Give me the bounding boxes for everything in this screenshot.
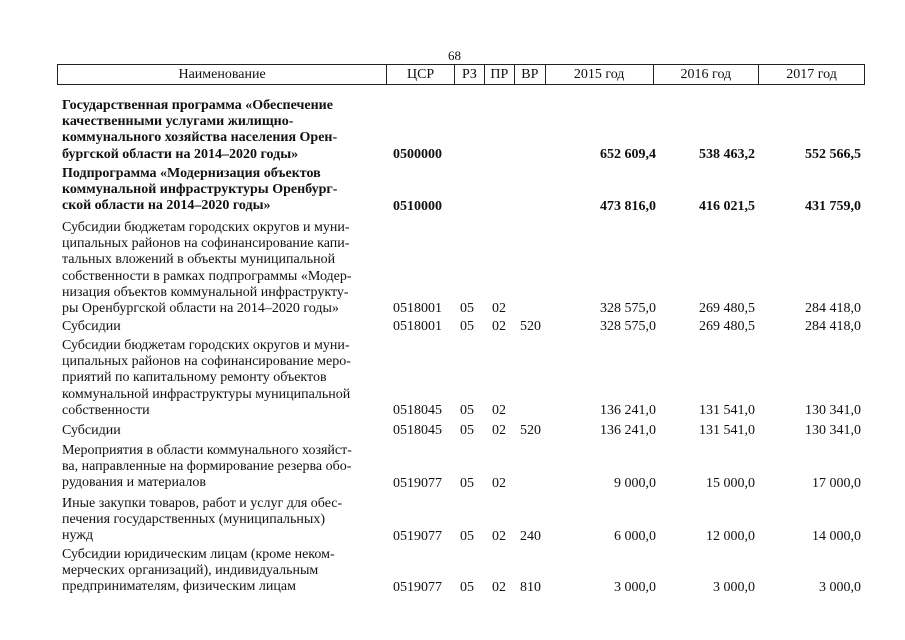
row-2016: 131 541,0 [699, 422, 755, 438]
row-2016: 3 000,0 [713, 579, 755, 595]
row-rz: 05 [460, 528, 474, 544]
table-row [0, 220, 905, 317]
header-csr: ЦСР [386, 65, 454, 84]
row-2017: 284 418,0 [805, 318, 861, 334]
row-2016: 12 000,0 [706, 528, 755, 544]
row-pr: 02 [492, 318, 506, 334]
row-2017: 284 418,0 [805, 300, 861, 316]
header-2015: 2015 год [545, 65, 653, 84]
row-pr: 02 [492, 422, 506, 438]
row-2017: 3 000,0 [819, 579, 861, 595]
row-name: Субсидии юридическим лицам (кроме неком- мерческих организаций), индивидуальным предпринимателям, физическим лицам [62, 547, 335, 595]
row-name: Субсидии бюджетам городских округов и муни- ципальных районов на софинансирование меро- приятий по капитальному ремонту объектов коммунальной инфраструктуры муниципальной собственности [62, 338, 351, 418]
header-name: Наименование [178, 66, 266, 82]
row-csr: 0510000 [393, 198, 442, 214]
row-name: Подпрограмма «Модернизация объектов коммунальной инфраструктуры Оренбург- ской области на 2014–2020 годы» [62, 166, 338, 214]
row-rz: 05 [460, 318, 474, 334]
row-name: Иные закупки товаров, работ и услуг для обес- печения государственных (муниципальных) нужд [62, 496, 343, 544]
table-row [0, 166, 905, 215]
header-2017: 2017 год [758, 65, 864, 84]
row-pr: 02 [492, 300, 506, 316]
row-2016: 131 541,0 [699, 402, 755, 418]
row-2017: 130 341,0 [805, 402, 861, 418]
row-pr: 02 [492, 475, 506, 491]
row-pr: 02 [492, 528, 506, 544]
row-name: Субсидии [62, 319, 121, 334]
row-csr: 0518045 [393, 402, 442, 418]
table-row [0, 338, 905, 419]
row-vr: 520 [520, 422, 541, 438]
page-number: 68 [448, 48, 461, 63]
row-2015: 328 575,0 [600, 300, 656, 316]
header-pr: ПР [484, 65, 514, 84]
row-rz: 05 [460, 402, 474, 418]
row-2017: 431 759,0 [805, 198, 861, 214]
row-csr: 0519077 [393, 528, 442, 544]
table-row [0, 319, 905, 335]
row-vr: 240 [520, 528, 541, 544]
row-2015: 3 000,0 [614, 579, 656, 595]
row-2015: 652 609,4 [600, 146, 656, 162]
row-csr: 0519077 [393, 475, 442, 491]
table-row [0, 443, 905, 492]
row-csr: 0519077 [393, 579, 442, 595]
row-csr: 0500000 [393, 146, 442, 162]
row-csr: 0518001 [393, 318, 442, 334]
row-2017: 14 000,0 [812, 528, 861, 544]
row-rz: 05 [460, 475, 474, 491]
table-row [0, 423, 905, 439]
row-csr: 0518001 [393, 300, 442, 316]
row-2017: 17 000,0 [812, 475, 861, 491]
row-2016: 269 480,5 [699, 318, 755, 334]
row-name: Государственная программа «Обеспечение качественными услугами жилищно- коммунального хозяйства населения Орен- бургской области на 2014–2020 годы» [62, 98, 338, 162]
header-rz: РЗ [454, 65, 484, 84]
row-2016: 269 480,5 [699, 300, 755, 316]
table-row [0, 547, 905, 596]
table-row [0, 98, 905, 163]
row-2017: 130 341,0 [805, 422, 861, 438]
row-csr: 0518045 [393, 422, 442, 438]
row-pr: 02 [492, 402, 506, 418]
row-2015: 136 241,0 [600, 402, 656, 418]
row-2016: 416 021,5 [699, 198, 755, 214]
row-rz: 05 [460, 579, 474, 595]
row-rz: 05 [460, 422, 474, 438]
row-vr: 810 [520, 579, 541, 595]
row-rz: 05 [460, 300, 474, 316]
row-2016: 538 463,2 [699, 146, 755, 162]
row-vr: 520 [520, 318, 541, 334]
row-name: Субсидии бюджетам городских округов и муни- ципальных районов на софинансирование капи- тальных вложений в объекты муниципальной собственности в рамках подпрограммы «Модер- низация объектов коммунальной инфраструкту- ры Оренбургской области на 2014–2020 годы» [62, 220, 352, 317]
header-vr: ВР [514, 65, 545, 84]
row-2015: 6 000,0 [614, 528, 656, 544]
row-2015: 9 000,0 [614, 475, 656, 491]
table-row [0, 496, 905, 545]
row-2017: 552 566,5 [805, 146, 861, 162]
row-2015: 473 816,0 [600, 198, 656, 214]
row-name: Мероприятия в области коммунального хозяйст- ва, направленные на формирование резерва обо- рудования и материалов [62, 443, 352, 491]
row-pr: 02 [492, 579, 506, 595]
row-2015: 328 575,0 [600, 318, 656, 334]
row-2016: 15 000,0 [706, 475, 755, 491]
header-2016: 2016 год [653, 65, 759, 84]
row-2015: 136 241,0 [600, 422, 656, 438]
row-name: Субсидии [62, 423, 121, 438]
